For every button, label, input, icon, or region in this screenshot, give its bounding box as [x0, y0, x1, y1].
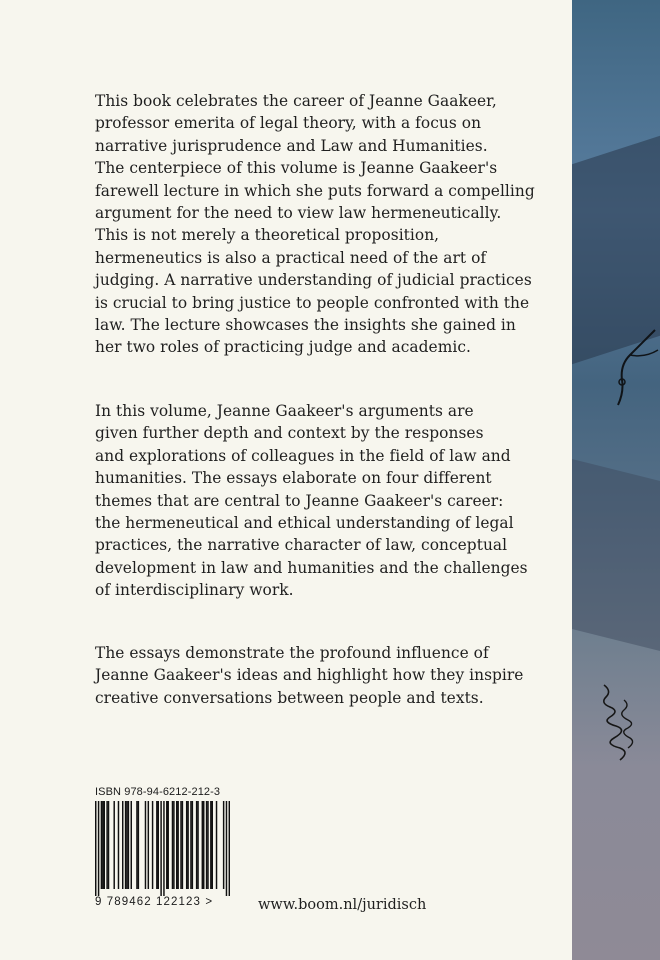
barcode-bar	[98, 801, 99, 896]
cover-image-strip	[572, 0, 660, 960]
barcode-bar	[212, 801, 213, 889]
barcode-bar	[187, 801, 188, 889]
barcode-bar	[180, 801, 181, 889]
barcode-bar	[136, 801, 137, 889]
barcode-bar	[216, 801, 217, 889]
barcode-bar	[108, 801, 109, 889]
barcode-bar	[176, 801, 177, 889]
barcode-bar	[145, 801, 146, 889]
barcode-bar	[156, 801, 157, 889]
wire-scribble-graphic	[610, 320, 660, 410]
barcode-bar	[192, 801, 193, 889]
barcode-bar	[166, 801, 167, 889]
barcode-bar	[148, 801, 149, 889]
barcode-bar	[163, 801, 164, 896]
barcode-bar	[102, 801, 103, 889]
barcode-bar	[190, 801, 191, 889]
barcode-bar	[177, 801, 178, 889]
barcode-bar	[172, 801, 173, 889]
barcode-bar	[160, 801, 161, 896]
barcode-bar	[167, 801, 168, 889]
blurb-paragraph-2	[95, 400, 545, 602]
barcode-bar	[122, 801, 123, 889]
barcode-bar	[196, 801, 197, 889]
publisher-website: www.boom.nl/juridisch	[258, 897, 427, 913]
barcode-bar	[229, 801, 230, 896]
barcode-digits: 9 789462 122123 >	[95, 896, 214, 908]
paragraph-text: This book celebrates the career of Jeanne Gaakeer, professor emerita of legal theory, with a focus on narrative jurisprudence and Law and Humanities. The centerpiece of this volume is Jeanne Gaakeer's farewell lecture in which she puts forward a compelling argument for the need to view law hermeneutically. This is not merely a theoretical proposition, hermeneutics is also a practical need of the art of judging. A narrative understanding of judicial practices is crucial to bring justice to people confronted with the law. The lecture showcases the insights she gained in her two roles of practicing judge and academic.	[95, 92, 535, 357]
barcode-bar	[210, 801, 211, 889]
barcode-bar	[206, 801, 207, 889]
barcode-bar	[203, 801, 204, 889]
barcode-bar	[158, 801, 159, 889]
barcode-bar	[226, 801, 227, 896]
barcode-bar	[101, 801, 102, 889]
barcode-bar	[131, 801, 132, 889]
barcode-bar	[223, 801, 224, 889]
isbn-label: ISBN 978-94-6212-212-3	[95, 786, 221, 798]
blurb-paragraph-1	[95, 90, 545, 359]
barcode-bar	[118, 801, 119, 889]
barcode-bar	[186, 801, 187, 889]
barcode-bar	[197, 801, 198, 889]
barcode-bar	[152, 801, 153, 889]
barcode-bar	[182, 801, 183, 889]
blurb-paragraph-3	[95, 642, 545, 709]
shadow-shape	[572, 459, 660, 651]
barcode-bar	[95, 801, 96, 896]
barcode-bar	[104, 801, 105, 889]
paragraph-text: In this volume, Jeanne Gaakeer's arguments are given further depth and context by the responses and explorations of colleagues in the field of law and humanities. The essays elaborate on four different themes that are central to Jeanne Gaakeer's career: the hermeneutical and ethical understanding of legal practices, the narrative character of law, conceptual development in law and humanities and the challenges of interdisciplinary work.	[95, 402, 528, 600]
barcode-bar	[106, 801, 107, 889]
barcode-bar	[207, 801, 208, 889]
barcode-bar	[128, 801, 129, 889]
paragraph-text: The essays demonstrate the profound influence of Jeanne Gaakeer's ideas and highlight how they inspire creative conversations between people and texts.	[95, 644, 524, 707]
barcode-bar	[202, 801, 203, 889]
handwriting-graphic	[594, 680, 654, 770]
barcode-bar	[138, 801, 139, 889]
barcode-bar	[125, 801, 126, 889]
barcode-bar	[113, 801, 114, 889]
barcode-bar	[126, 801, 127, 889]
barcode	[95, 801, 230, 896]
barcode-bar	[173, 801, 174, 889]
